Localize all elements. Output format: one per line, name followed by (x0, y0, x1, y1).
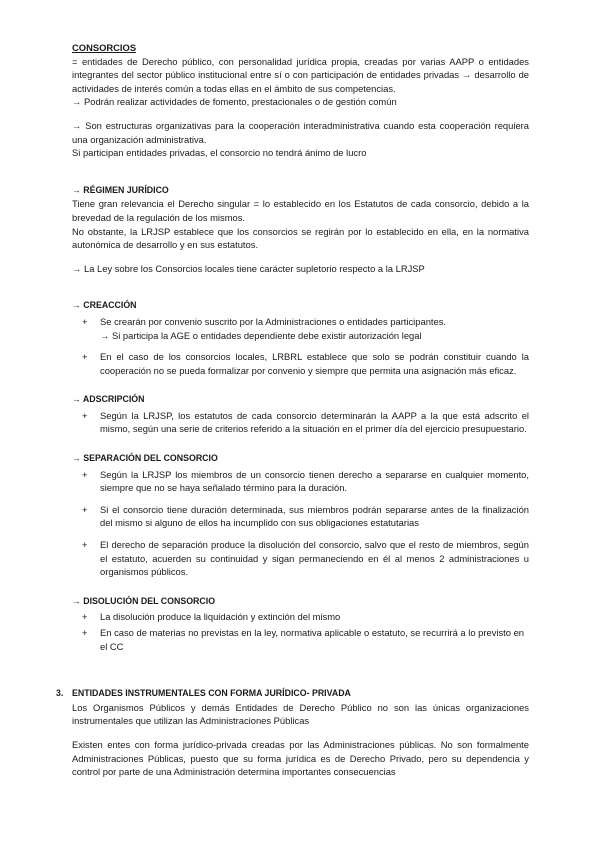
section3-p1: Los Organismos Públicos y demás Entidades de Derecho Público no son las únicas organizaciones instrumentales que utilizan las Administraciones Públicas (72, 701, 529, 727)
section3-number: 3. (56, 688, 64, 699)
section3-p2: Existen entes con forma jurídico-privada creadas por las Administraciones públicas. No son formalmente Administraciones Públicas, puesto que su forma jurídica es de Derecho Privado, pero su dependencia y control por parte de una Administración determina importantes consecuencias (72, 738, 529, 778)
bullet-mark: + (82, 539, 88, 551)
creacion-title: → CREACCIÓN (72, 300, 137, 311)
bullet-mark: + (82, 627, 88, 638)
consorcios-title: CONSORCIOS (72, 42, 137, 53)
list-item (72, 538, 529, 579)
disolucion-b2: En caso de materias no previstas en la ley, normativa aplicable o estatuto, se recurrirá a lo previsto en el CC (100, 627, 524, 652)
list-item (72, 350, 529, 377)
adscripcion-b1: Según la LRJSP, los estatutos de cada consorcio determinarán la AAPP a la que está adscrito el mismo, según una serie de criterios referido a la situación en el primer día del ejercicio presupuestario. (100, 409, 529, 435)
disolucion-title: → DISOLUCIÓN DEL CONSORCIO (72, 595, 216, 606)
separacion-list (72, 468, 529, 579)
consorcios-activities: → Podrán realizar actividades de fomento, prestacionales o de gestión común (72, 96, 397, 108)
regimen-p1: Tiene gran relevancia el Derecho singular = lo establecido en los Estatutos de cada consorcio, debido a la brevedad de la regulación de los mismos. (72, 198, 529, 223)
regimen-title: → RÉGIMEN JURÍDICO (72, 184, 169, 195)
consorcios-definition: = entidades de Derecho público, con personalidad jurídica propia, creadas por varias AAPP o entidades integrantes del sector público institucional entre sí o con participación de entidades privadas → desarrollo de actividades de interés común a todas ellas en el ámbito de sus competencias. (72, 55, 529, 94)
creacion-list (72, 315, 529, 377)
separacion-b1: Según la LRJSP los miembros de un consorcio tienen derecho a separarse en cualquier momento, siempre que no se haya señalado término para la duración. (100, 468, 529, 494)
bullet-mark: + (82, 351, 88, 363)
disolucion-list (72, 610, 529, 653)
consorcios-private: Si participan entidades privadas, el consorcio no tendrá ánimo de lucro (72, 147, 367, 159)
list-item (72, 626, 529, 653)
regimen-p2: No obstante, la LRJSP establece que los consorcios se regirán por lo establecido en ella, en la normativa autonómica de desarrollo y en sus estatutos. (72, 225, 529, 251)
bullet-mark: + (82, 503, 88, 515)
bullet-mark: + (82, 468, 88, 480)
bullet-mark: + (82, 315, 88, 327)
adscripcion-title: → ADSCRIPCIÓN (72, 394, 145, 405)
separacion-b2: Si el consorcio tiene duración determinada, sus miembros podrán separarse antes de la finalización del mismo si alguno de ellos ha incumplido con sus obligaciones estatutarias (100, 503, 529, 529)
bullet-mark: + (82, 409, 88, 421)
creacion-b1-sub: → Si participa la AGE o entidades dependiente debe existir autorización legal (100, 329, 422, 341)
list-item (72, 315, 529, 342)
separacion-title: → SEPARACIÓN DEL CONSORCIO (72, 453, 218, 464)
section3-heading (56, 687, 529, 701)
list-item (72, 409, 529, 436)
separacion-b3: El derecho de separación produce la disolución del consorcio, salvo que el resto de miembros, según el estatuto, acuerden su continuidad y sigan permaneciendo en él al menos 2 administraciones u organismos públicos. (100, 539, 529, 578)
creacion-b1: Se crearán por convenio suscrito por la Administraciones o entidades participantes. (100, 315, 447, 327)
list-item (72, 610, 529, 624)
section3-title: ENTIDADES INSTRUMENTALES CON FORMA JURÍDICO- PRIVADA (72, 688, 351, 699)
adscripcion-list (72, 409, 529, 436)
list-item (72, 468, 529, 495)
disolucion-b1: La disolución produce la liquidación y extinción del mismo (100, 611, 341, 623)
regimen-p3: → La Ley sobre los Consorcios locales tiene carácter supletorio respecto a la LRJSP (72, 262, 425, 274)
consorcios-structures: → Son estructuras organizativas para la cooperación interadministrativa cuando esta cooperación requiera una organización administrativa. (72, 119, 529, 145)
document-page (56, 41, 529, 779)
bullet-mark: + (82, 611, 88, 623)
list-item (72, 503, 529, 530)
creacion-b2: En el caso de los consorcios locales, LRBRL establece que solo se podrán constituir cuando la cooperación no se pueda formalizar por convenio y siempre que permita una asignación más eficaz. (100, 351, 529, 376)
